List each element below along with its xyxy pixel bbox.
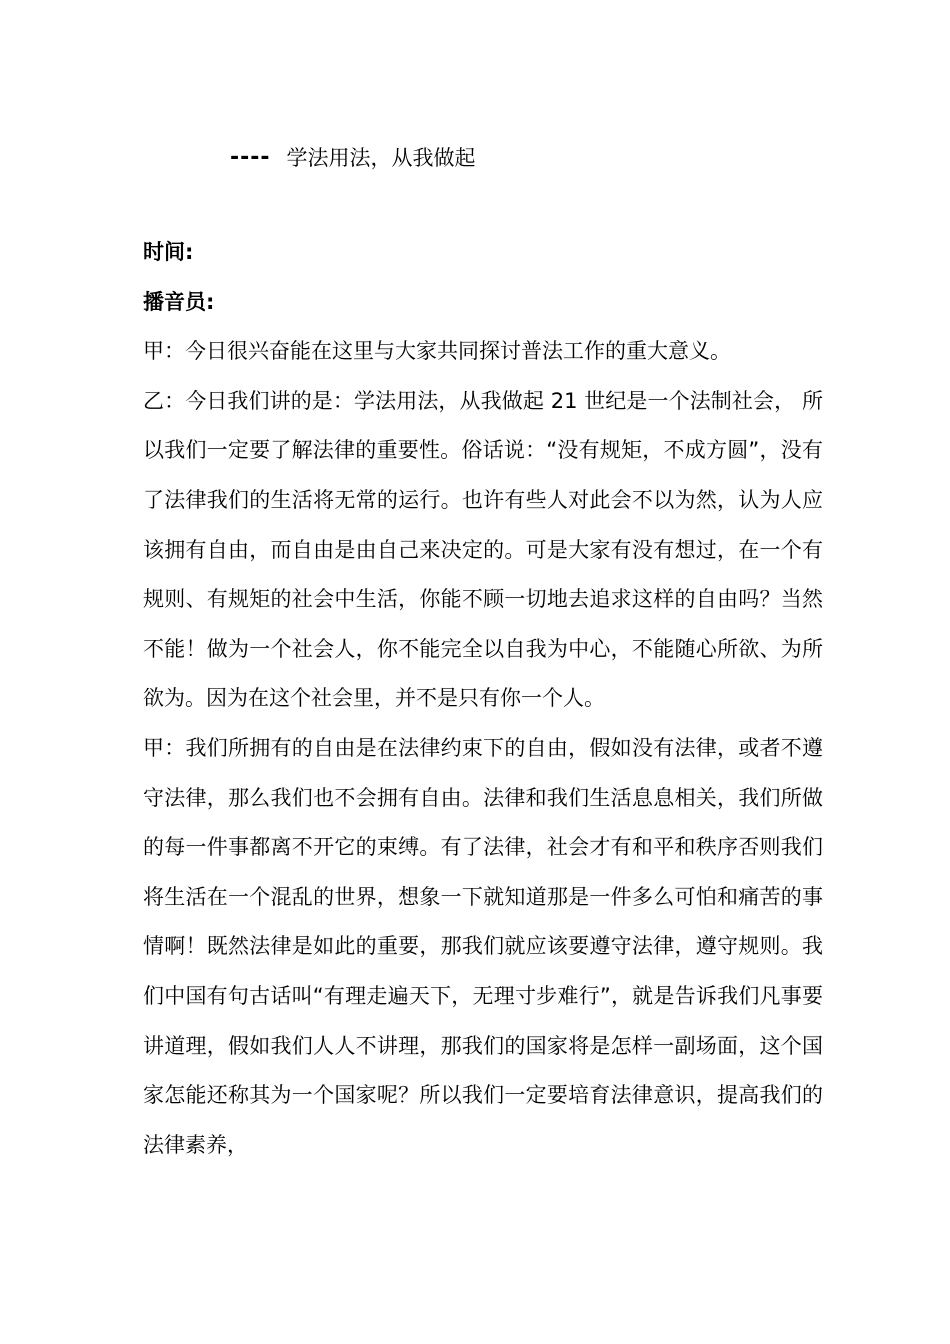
document-body [143, 228, 823, 1170]
announcer-label: 播音员: [143, 289, 215, 314]
paragraph-yi: 乙：今日我们讲的是：学法用法，从我做起 21 世纪是一个法制社会， 所以我们一定要了解法律的重要性。俗话说：“没有规矩，不成方圆”，没有了法律我们的生活将无常的运行。也许有些人对此会不以为然，认为人应该拥有自由，而自由是由自己来决定的。可是大家有没有想过，在一个有规则、有规矩的社会中生活，你能不顾一切地去追求这样的自由吗？当然不能！做为一个社会人，你不能完全以自我为中心，不能随心所欲、为所欲为。因为在这个社会里，并不是只有你一个人。 [143, 388, 823, 711]
paragraph-jia-intro: 甲：今日很兴奋能在这里与大家共同探讨普法工作的重大意义。 [143, 339, 731, 364]
document-title [230, 140, 476, 174]
title-dashes: ---- [230, 144, 271, 170]
title-text: 学法用法，从我做起 [286, 146, 476, 170]
paragraph-jia-freedom: 甲：我们所拥有的自由是在法律约束下的自由，假如没有法律，或者不遵守法律，那么我们也不会拥有自由。法律和我们生活息息相关，我们所做的每一件事都离不开它的束缚。有了法律，社会才有和平和秩序否则我们将生活在一个混乱的世界，想象一下就知道那是一件多么可怕和痛苦的事情啊！既然法律是如此的重要，那我们就应该要遵守法律，遵守规则。我们中国有句古话叫“有理走遍天下，无理寸步难行”，就是告诉我们凡事要讲道理，假如我们人人不讲理，那我们的国家将是怎样一副场面，这个国家怎能还称其为一个国家呢？所以我们一定要培育法律意识，提高我们的法律素养， [143, 735, 823, 1157]
time-label: 时间: [143, 240, 194, 264]
